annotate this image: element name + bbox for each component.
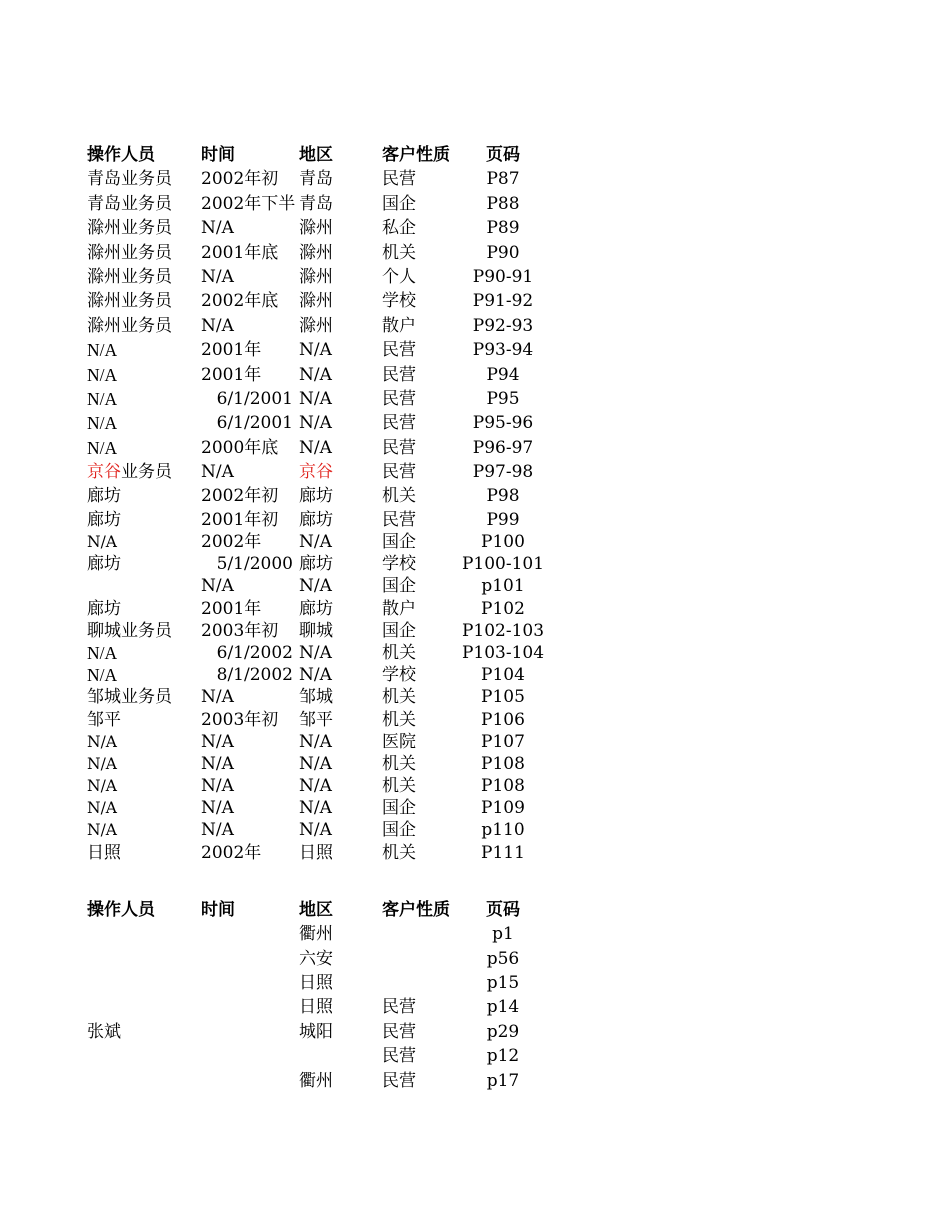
cell-page: p1 [492,924,514,945]
cell-time: 6/1/2001 [216,413,293,434]
cell-client-type: 民营 [382,169,416,190]
cell-operator: N/A [87,732,117,751]
cell-time: 2002年底 [201,291,279,312]
table-row [87,775,607,797]
cell-page: P102-103 [461,620,545,641]
cell-page: P90 [486,242,520,263]
cell-operator: 滁州业务员 [87,218,172,239]
cell-page: P111 [481,842,525,863]
cell-client-type: 学校 [382,665,416,686]
cell-operator: 廊坊 [87,554,121,575]
cell-operator: 滁州业务员 [87,266,172,287]
header-client-type: 客户性质 [382,145,450,165]
header-page: 页码 [486,145,520,165]
cell-region: N/A [299,532,332,553]
header-client-type: 客户性质 [382,899,450,920]
cell-client-type: 民营 [382,509,416,530]
cell-page: P90-91 [472,266,534,287]
cell-operator: 邹平 [87,709,121,730]
cell-client-type: 国企 [382,532,416,553]
table-row [87,411,607,435]
cell-operator: N/A [87,754,117,773]
table-row [87,598,607,620]
table-row [87,1044,607,1068]
cell-client-type: 机关 [382,486,416,507]
table-row [87,216,607,240]
cell-operator: N/A [87,642,118,663]
cell-time: N/A [201,687,234,708]
cell-page: P92-93 [472,315,534,336]
cell-region: 青岛 [299,193,333,214]
cell-region: 日照 [299,973,333,994]
table-row [87,265,607,289]
cell-time: 2002年 [201,532,262,553]
table-row [87,709,607,731]
cell-client-type: 民营 [382,364,416,385]
table2-body [87,922,607,1093]
cell-page: p101 [481,576,525,597]
cell-operator [87,460,199,484]
cell-client-type: 民营 [382,388,416,409]
cell-page: P106 [481,709,525,730]
table-row [87,842,607,864]
cell-region: 廊坊 [299,554,333,575]
header-region: 地区 [299,145,333,165]
cell-time: 2003年初 [201,709,279,730]
spreadsheet-area [87,143,607,1093]
cell-time: 2003年初 [201,620,279,641]
table-row [87,531,607,553]
cell-page: P95 [486,388,520,409]
table-row [87,1069,607,1093]
cell-time: N/A [201,315,234,336]
cell-operator: N/A [87,533,117,552]
table-row [87,947,607,971]
header-page: 页码 [486,899,520,920]
cell-region: 城阳 [299,1021,333,1042]
cell-region: N/A [299,413,332,434]
cell-time: N/A [201,820,234,841]
cell-operator: 青岛业务员 [87,169,172,190]
cell-time: 2002年下半 [201,193,296,214]
header-operator: 操作人员 [87,899,155,920]
cell-region: N/A [299,798,332,819]
cell-page: p110 [481,820,525,841]
cell-region: 日照 [299,842,333,863]
table1-body [87,167,607,863]
cell-operator: 滁州业务员 [87,291,172,312]
cell-time: 2002年 [201,842,262,863]
header-time: 时间 [201,899,235,920]
cell-region: 邹城 [299,687,333,708]
table1-header-row [87,143,607,167]
cell-client-type: 民营 [382,462,416,483]
cell-region: 聊城 [299,620,333,641]
table-row [87,995,607,1019]
cell-client-type: 机关 [382,776,416,797]
cell-operator: 廊坊 [87,509,121,530]
cell-operator: N/A [87,413,118,434]
table-row [87,460,607,484]
cell-operator: 廊坊 [87,486,121,507]
table-row [87,241,607,265]
cell-page: P98 [486,486,520,507]
cell-region: 滁州 [299,315,333,336]
cell-client-type: 个人 [382,266,416,287]
cell-region: N/A [299,437,332,458]
table-row [87,192,607,216]
cell-time: 5/1/2000 [216,554,293,575]
cell-page: P96-97 [472,437,534,458]
cell-client-type: 民营 [382,1046,416,1067]
cell-region: 廊坊 [299,509,333,530]
cell-time: N/A [201,753,234,774]
cell-region: 日照 [299,997,333,1018]
cell-region: 廊坊 [299,598,333,619]
cell-operator: N/A [87,777,117,796]
header-region: 地区 [299,899,333,920]
cell-page: P102 [481,598,525,619]
cell-page: p12 [486,1046,520,1067]
cell-client-type: 国企 [382,620,416,641]
cell-operator: N/A [87,388,118,409]
cell-page: P107 [481,731,525,752]
cell-page: P100 [481,532,525,553]
cell-page: P99 [486,509,520,530]
cell-region: N/A [299,753,332,774]
table-row [87,338,607,362]
cell-time: 6/1/2002 [216,642,293,663]
table-row [87,1020,607,1044]
cell-operator: N/A [87,340,118,361]
cell-client-type: 国企 [382,193,416,214]
cell-region: N/A [299,642,332,663]
cell-operator: N/A [87,799,117,818]
cell-time: 2001年初 [201,509,279,530]
cell-region: 青岛 [299,169,333,190]
cell-page: P100-101 [461,554,545,575]
table-row [87,819,607,841]
cell-time: 2001年 [201,598,262,619]
cell-client-type: 私企 [382,218,416,239]
cell-region: N/A [299,340,332,361]
cell-time: 8/1/2002 [216,665,293,686]
cell-time: 2002年初 [201,169,279,190]
cell-page: P95-96 [472,413,534,434]
cell-operator: 日照 [87,842,121,863]
cell-region: N/A [299,388,332,409]
table-row [87,575,607,597]
operator-highlight: 京谷 [87,462,121,483]
cell-region: 京谷 [299,462,333,483]
table-row [87,620,607,642]
table-row [87,363,607,387]
header-time: 时间 [201,145,235,165]
cell-time: N/A [201,776,234,797]
cell-region: 衢州 [299,924,333,945]
table-row [87,314,607,338]
table-row [87,484,607,508]
cell-page: P87 [486,169,520,190]
cell-region: N/A [299,731,332,752]
cell-region: N/A [299,576,332,597]
cell-operator: 滁州业务员 [87,242,172,263]
cell-page: P109 [481,798,525,819]
cell-time: N/A [201,218,234,239]
cell-client-type: 机关 [382,687,416,708]
cell-client-type: 民营 [382,1021,416,1042]
cell-region: N/A [299,364,332,385]
cell-region: 六安 [299,948,333,969]
cell-page: p29 [486,1021,520,1042]
operator-suffix: 业务员 [121,462,172,483]
cell-page: p15 [486,973,520,994]
cell-client-type: 机关 [382,642,416,663]
table2-header-row [87,898,607,922]
cell-region: 衢州 [299,1070,333,1091]
cell-client-type: 民营 [382,1070,416,1091]
cell-client-type: 民营 [382,437,416,458]
cell-operator: 聊城业务员 [87,620,172,641]
cell-time: 6/1/2001 [216,388,293,409]
table-row [87,922,607,946]
cell-page: P91-92 [472,291,534,312]
cell-region: 廊坊 [299,486,333,507]
cell-page: P97-98 [472,462,534,483]
cell-time: 2001年底 [201,242,279,263]
cell-region: 滁州 [299,242,333,263]
cell-client-type: 机关 [382,709,416,730]
cell-page: p14 [486,997,520,1018]
cell-client-type: 国企 [382,576,416,597]
cell-region: 滁州 [299,218,333,239]
cell-page: p17 [486,1070,520,1091]
cell-time: N/A [201,462,234,483]
cell-client-type: 学校 [382,291,416,312]
cell-time: N/A [201,576,234,597]
cell-operator: 廊坊 [87,598,121,619]
cell-region: N/A [299,665,332,686]
cell-time: 2000年底 [201,437,279,458]
header-operator: 操作人员 [87,145,155,165]
table-row [87,509,607,531]
cell-client-type: 医院 [382,731,416,752]
table-row [87,971,607,995]
table-row [87,731,607,753]
table-spacer [87,864,607,898]
table-row [87,642,607,664]
cell-client-type: 散户 [382,315,416,336]
cell-page: P103-104 [461,642,545,663]
cell-client-type: 机关 [382,242,416,263]
cell-operator: 滁州业务员 [87,315,172,336]
cell-client-type: 国企 [382,820,416,841]
cell-page: P93-94 [472,340,534,361]
cell-region: 邹平 [299,709,333,730]
cell-region: 滁州 [299,291,333,312]
cell-page: P104 [481,665,525,686]
cell-client-type: 国企 [382,798,416,819]
cell-client-type: 民营 [382,340,416,361]
cell-operator: N/A [87,821,117,840]
cell-region: N/A [299,776,332,797]
cell-time: 2001年 [201,364,262,385]
cell-time: N/A [201,266,234,287]
cell-page: P108 [481,753,525,774]
cell-operator: 张斌 [87,1021,121,1042]
cell-client-type: 学校 [382,554,416,575]
cell-page: P108 [481,776,525,797]
cell-client-type: 民营 [382,413,416,434]
table-row [87,664,607,686]
table-row [87,289,607,313]
cell-client-type: 机关 [382,842,416,863]
cell-client-type: 散户 [382,598,416,619]
cell-page: p56 [486,948,520,969]
table-row [87,686,607,708]
table-row [87,553,607,575]
table-row [87,387,607,411]
cell-operator: N/A [87,364,118,385]
cell-time: 2002年初 [201,486,279,507]
cell-operator: N/A [87,437,118,458]
cell-time: N/A [201,731,234,752]
cell-page: P94 [486,364,520,385]
cell-region: N/A [299,820,332,841]
cell-page: P105 [481,687,525,708]
cell-client-type: 机关 [382,753,416,774]
cell-time: N/A [201,798,234,819]
cell-region: 滁州 [299,266,333,287]
cell-operator: 青岛业务员 [87,193,172,214]
cell-time: 2001年 [201,340,262,361]
table-row [87,753,607,775]
cell-operator: N/A [87,665,118,686]
table-row [87,167,607,191]
cell-operator: 邹城业务员 [87,687,172,708]
cell-client-type: 民营 [382,997,416,1018]
table-row [87,797,607,819]
table-row [87,436,607,460]
cell-page: P89 [486,218,520,239]
cell-page: P88 [486,193,520,214]
